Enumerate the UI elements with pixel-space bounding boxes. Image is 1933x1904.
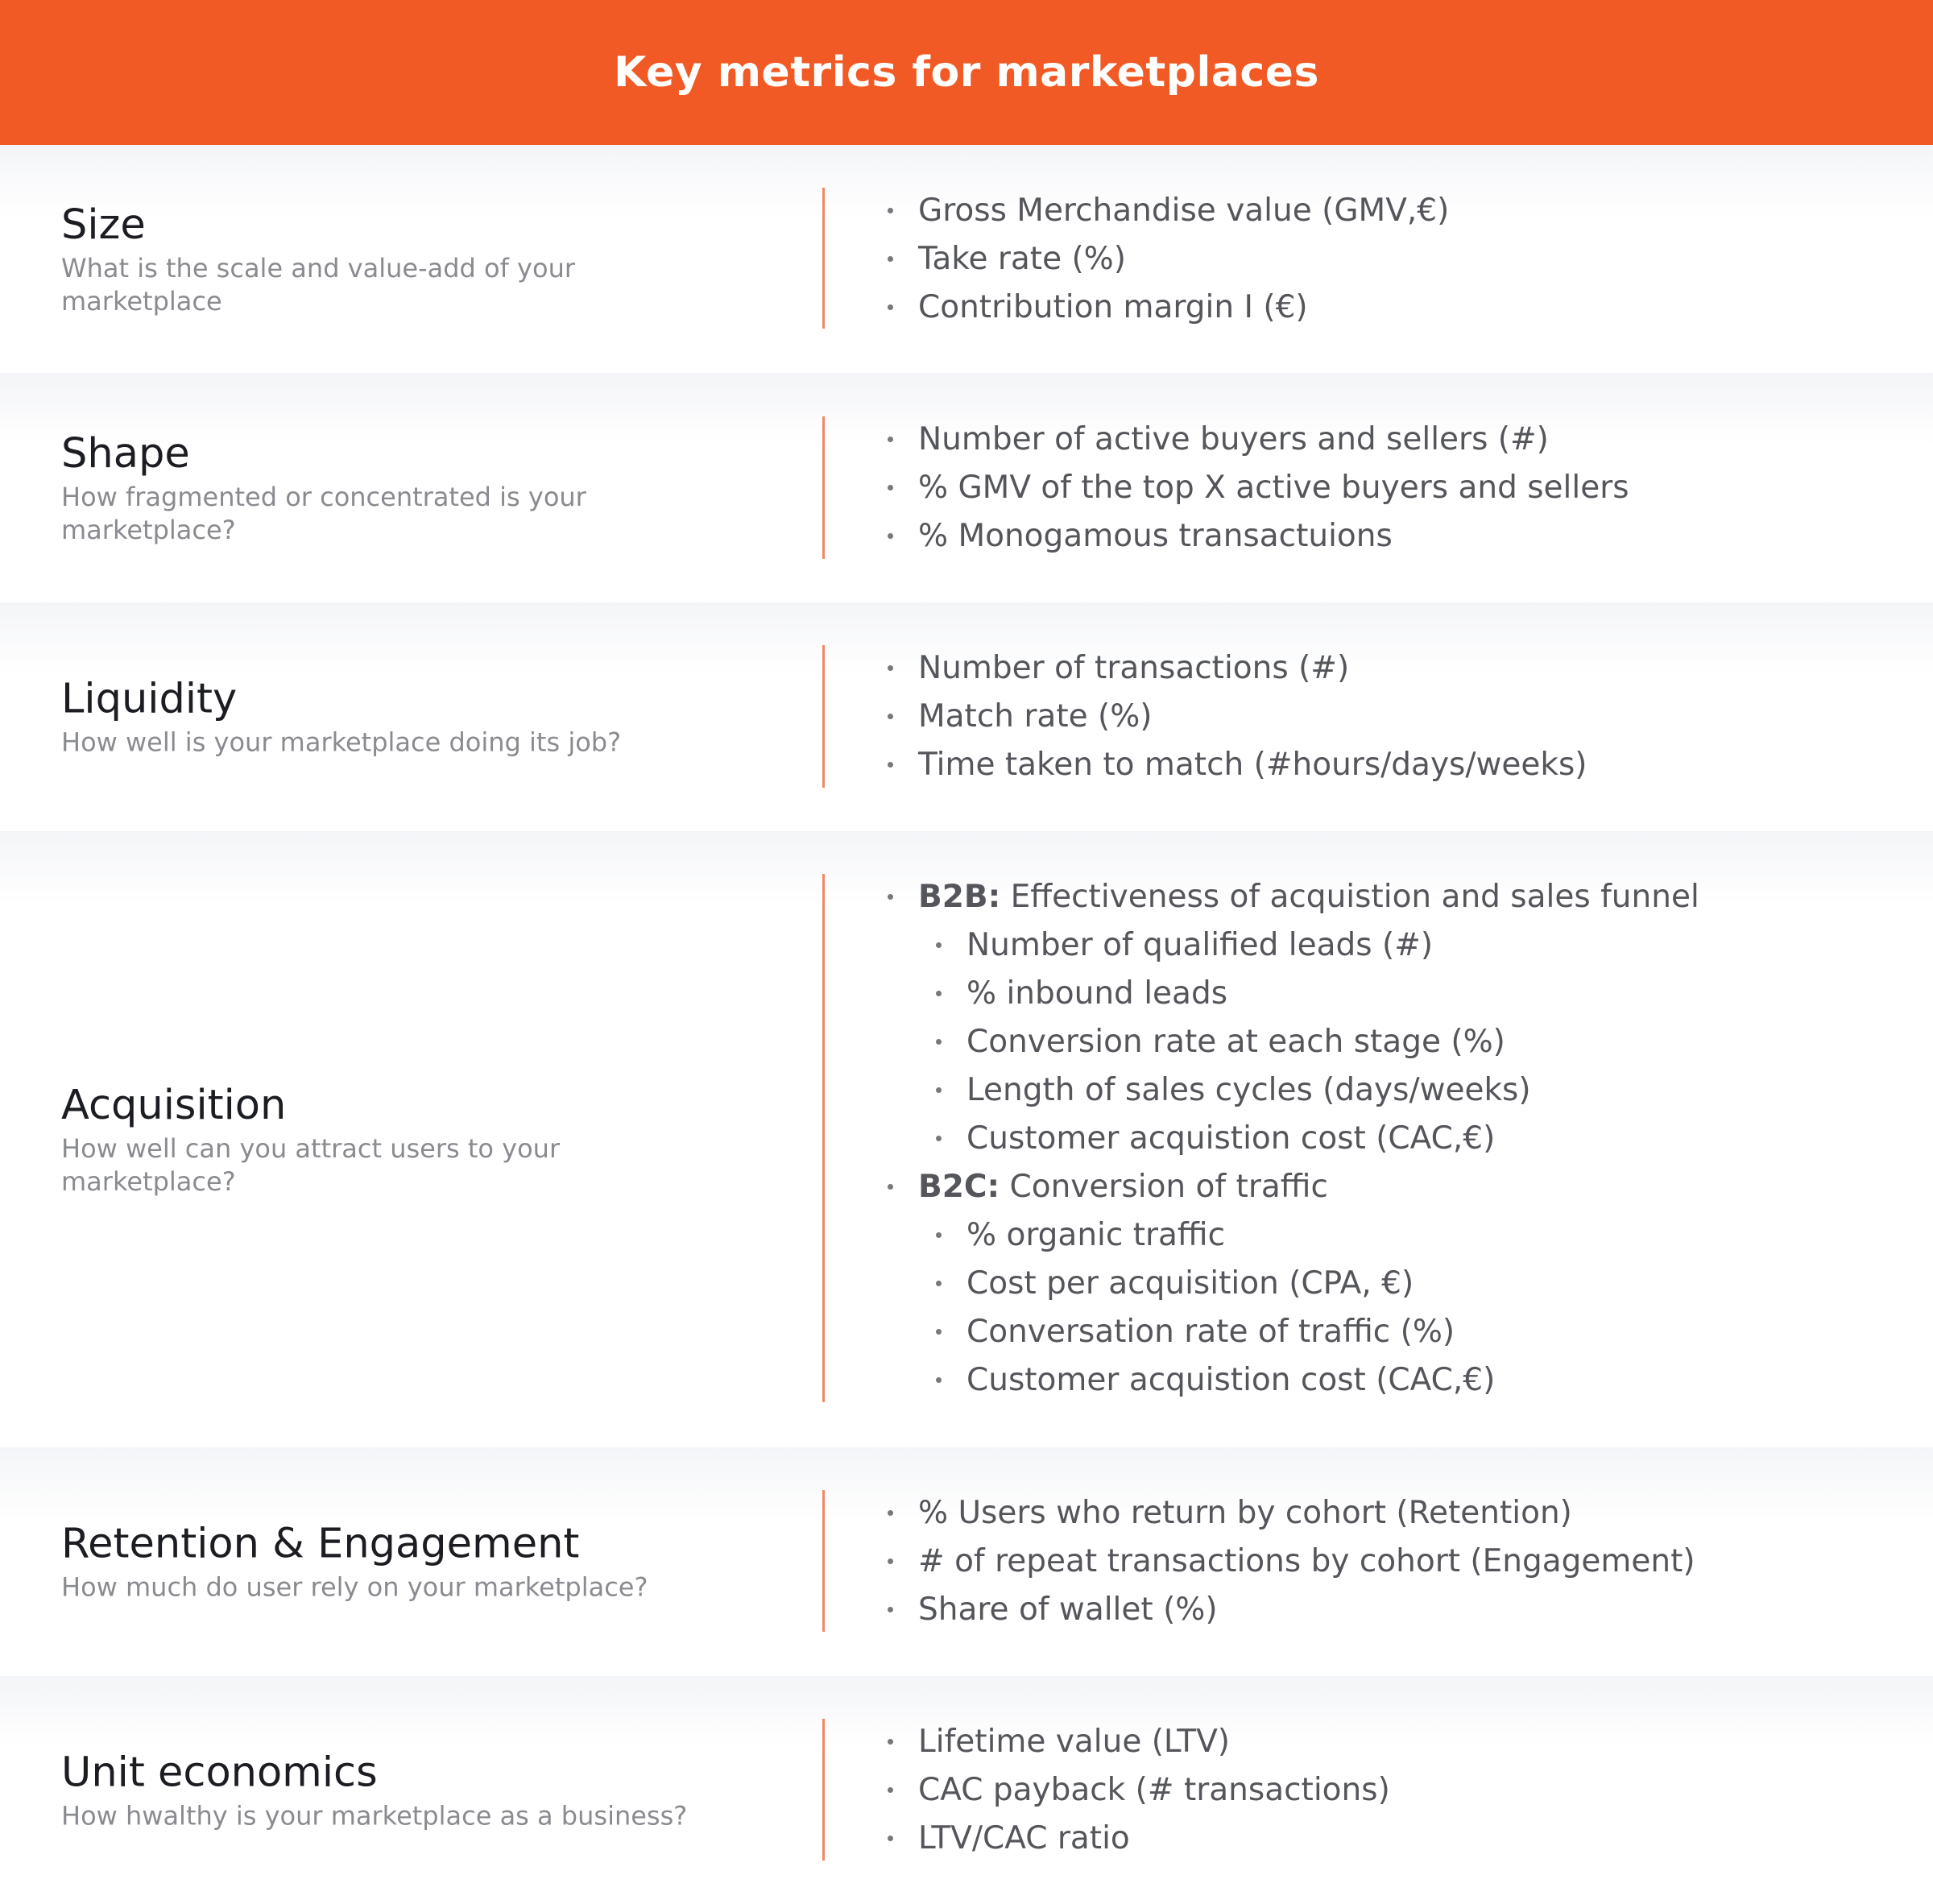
section-title: Shape bbox=[61, 429, 190, 478]
header-banner bbox=[0, 0, 1933, 145]
item-text: Gross Merchandise value (GMV,€) bbox=[918, 192, 1450, 229]
bullet-icon bbox=[888, 1739, 893, 1745]
list-item bbox=[888, 1718, 1390, 1766]
sub-list-item bbox=[936, 1308, 1699, 1356]
bullet-icon bbox=[936, 1039, 942, 1045]
metrics-list bbox=[888, 1489, 1695, 1634]
sub-list-item bbox=[936, 970, 1699, 1018]
sub-list-item bbox=[936, 1211, 1699, 1260]
section-divider bbox=[822, 1490, 825, 1632]
item-text: Lifetime value (LTV) bbox=[918, 1724, 1231, 1760]
bullet-icon bbox=[936, 1136, 942, 1141]
item-text: % Monogamous transactuions bbox=[918, 518, 1393, 554]
bullet-icon bbox=[888, 437, 893, 442]
metrics-list bbox=[888, 644, 1587, 789]
item-label: B2B: bbox=[918, 879, 1001, 915]
item-text: Take rate (%) bbox=[918, 241, 1126, 277]
list-item bbox=[888, 284, 1449, 332]
bullet-icon bbox=[888, 1510, 893, 1516]
list-item bbox=[888, 644, 1587, 693]
section-heading bbox=[61, 675, 786, 760]
item-text: Effectiveness of acquistion and sales funnel bbox=[1000, 879, 1699, 915]
list-item bbox=[888, 693, 1587, 741]
item-text: LTV/CAC ratio bbox=[918, 1820, 1130, 1856]
item-text: Conversion rate at each stage (%) bbox=[966, 1024, 1505, 1060]
section-subtitle: What is the scale and value-add of your marketplace bbox=[61, 252, 575, 317]
bullet-icon bbox=[888, 1836, 893, 1841]
item-text: CAC payback (# transactions) bbox=[918, 1772, 1390, 1808]
bullet-icon bbox=[936, 1377, 942, 1383]
item-text: Customer acquistion cost (CAC,€) bbox=[966, 1120, 1496, 1157]
list-item bbox=[888, 873, 1699, 921]
section-divider bbox=[822, 645, 825, 788]
bullet-icon bbox=[888, 256, 893, 262]
bullet-icon bbox=[888, 304, 893, 310]
section-divider bbox=[822, 1719, 825, 1861]
page-title: Key metrics for marketplaces bbox=[614, 48, 1319, 97]
item-text: Number of qualified leads (#) bbox=[966, 927, 1434, 963]
item-text: Customer acquistion cost (CAC,€) bbox=[966, 1362, 1496, 1398]
item-text: % GMV of the top X active buyers and sellers bbox=[918, 470, 1629, 506]
list-item bbox=[888, 1489, 1695, 1538]
bullet-icon bbox=[888, 714, 893, 719]
bullet-icon bbox=[888, 1607, 893, 1612]
bullet-icon bbox=[936, 991, 942, 996]
metrics-list bbox=[888, 873, 1699, 1405]
section-subtitle: How much do user rely on your marketplace? bbox=[61, 1571, 648, 1603]
item-text: Number of active buyers and sellers (#) bbox=[918, 421, 1549, 457]
section-heading bbox=[61, 1081, 786, 1198]
item-label: B2C: bbox=[918, 1169, 1000, 1205]
bullet-icon bbox=[888, 1558, 893, 1564]
list-item bbox=[888, 1815, 1390, 1863]
sub-list-item bbox=[936, 1066, 1699, 1115]
section-subtitle: How hwalthy is your marketplace as a business? bbox=[61, 1800, 688, 1831]
bullet-icon bbox=[936, 1087, 942, 1093]
list-item bbox=[888, 512, 1629, 561]
item-text: Match rate (%) bbox=[918, 698, 1153, 735]
section-divider bbox=[822, 416, 825, 559]
sub-list-item bbox=[936, 1018, 1699, 1066]
section-title: Acquisition bbox=[61, 1081, 287, 1129]
metrics-list bbox=[888, 416, 1629, 561]
item-text: Conversion of traffic bbox=[1000, 1169, 1328, 1205]
bullet-icon bbox=[936, 1281, 942, 1286]
bullet-icon bbox=[888, 533, 893, 539]
list-item bbox=[888, 464, 1629, 512]
metrics-list bbox=[888, 1718, 1390, 1863]
section-heading bbox=[61, 429, 786, 547]
section-title: Unit economics bbox=[61, 1749, 378, 1796]
metrics-list bbox=[888, 187, 1449, 332]
bullet-icon bbox=[888, 208, 893, 213]
item-text: Time taken to match (#hours/days/weeks) bbox=[918, 747, 1587, 783]
item-text: # of repeat transactions by cohort (Engagement) bbox=[918, 1543, 1695, 1579]
bullet-icon bbox=[936, 1329, 942, 1335]
bullet-icon bbox=[888, 762, 893, 768]
section-subtitle: How well is your marketplace doing its job? bbox=[61, 726, 622, 758]
section-subtitle: How well can you attract users to your marketplace? bbox=[61, 1132, 561, 1197]
bullet-icon bbox=[936, 1232, 942, 1238]
sub-list-item bbox=[936, 921, 1699, 970]
item-text: Cost per acquisition (CPA, €) bbox=[966, 1265, 1414, 1302]
section-title: Retention & Engagement bbox=[61, 1520, 580, 1568]
section-divider bbox=[822, 188, 825, 329]
item-text: Length of sales cycles (days/weeks) bbox=[966, 1072, 1531, 1108]
list-item bbox=[888, 1586, 1695, 1634]
item-text: % organic traffic bbox=[966, 1217, 1226, 1253]
list-item bbox=[888, 1538, 1695, 1586]
bullet-icon bbox=[936, 942, 942, 948]
list-item bbox=[888, 187, 1449, 235]
list-item bbox=[888, 416, 1629, 464]
list-item bbox=[888, 235, 1449, 284]
section-heading bbox=[61, 201, 786, 318]
list-item bbox=[888, 1163, 1699, 1211]
item-text: Conversation rate of traffic (%) bbox=[966, 1314, 1455, 1350]
bullet-icon bbox=[888, 665, 893, 671]
sub-list-item bbox=[936, 1356, 1699, 1405]
item-text: Share of wallet (%) bbox=[918, 1591, 1218, 1628]
bullet-icon bbox=[888, 894, 893, 900]
bullet-icon bbox=[888, 1787, 893, 1793]
item-text: % Users who return by cohort (Retention) bbox=[918, 1495, 1572, 1531]
section-heading bbox=[61, 1520, 786, 1604]
section-heading bbox=[61, 1748, 786, 1832]
list-item bbox=[888, 741, 1587, 789]
section-title: Liquidity bbox=[61, 675, 238, 723]
bullet-icon bbox=[888, 1184, 893, 1190]
section-title: Size bbox=[61, 201, 146, 249]
section-subtitle: How fragmented or concentrated is your marketplace? bbox=[61, 481, 586, 545]
list-item bbox=[888, 1766, 1390, 1815]
sub-list-item bbox=[936, 1115, 1699, 1163]
item-text: Number of transactions (#) bbox=[918, 650, 1350, 686]
item-text: Contribution margin I (€) bbox=[918, 289, 1308, 325]
section-divider bbox=[822, 874, 825, 1402]
bullet-icon bbox=[888, 485, 893, 490]
item-text: % inbound leads bbox=[966, 975, 1228, 1012]
sub-list-item bbox=[936, 1260, 1699, 1308]
